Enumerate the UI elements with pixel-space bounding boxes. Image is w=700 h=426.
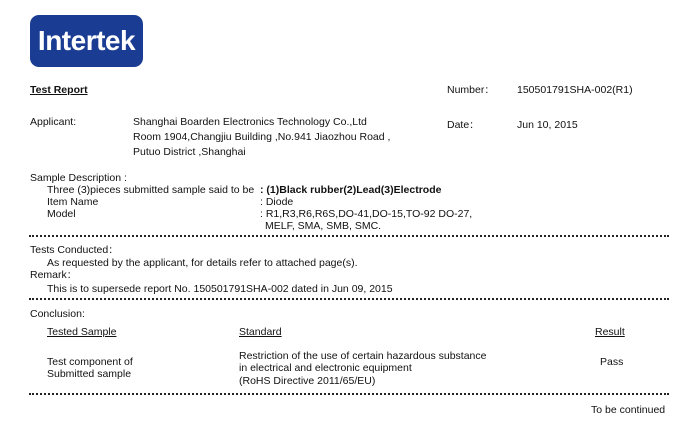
number-label: Number： — [447, 84, 495, 96]
conclusion-heading: Conclusion: — [30, 308, 85, 320]
submitted-value: : (1)Black rubber(2)Lead(3)Electrode — [260, 184, 442, 196]
intertek-logo — [30, 15, 143, 67]
tested-sample-line-2: Submitted sample — [47, 368, 132, 380]
tested-sample-line-1: Test component of — [47, 356, 133, 368]
standard-line-2: in electrical and electronic equipment — [239, 362, 412, 374]
applicant-line-1: Shanghai Boarden Electronics Technology Co.,Ltd — [133, 116, 367, 128]
model-value-line-1: : R1,R3,R6,R6S,DO-41,DO-15,TO-92 DO-27, — [260, 208, 473, 220]
result-value: Pass — [600, 356, 624, 368]
tests-text: As requested by the applicant, for details refer to attached page(s). — [47, 257, 358, 269]
col-tested-sample: Tested Sample — [47, 326, 117, 338]
sample-heading: Sample Description : — [30, 172, 127, 184]
applicant-line-3: Putuo District ,Shanghai — [133, 146, 246, 158]
to-be-continued: To be continued — [591, 404, 666, 416]
applicant-line-2: Room 1904,Changjiu Building ,No.941 Jiaozhou Road , — [133, 131, 391, 143]
standard-line-1: Restriction of the use of certain hazardous substance — [239, 350, 487, 362]
applicant-label: Applicant: — [30, 116, 77, 128]
number-value: 150501791SHA-002(R1) — [517, 84, 633, 96]
remark-label: Remark： — [30, 269, 78, 281]
col-standard: Standard — [239, 326, 282, 338]
remark-text: This is to supersede report No. 150501791SHA-002 dated in Jun 09, 2015 — [47, 283, 393, 295]
standard-line-3: (RoHS Directive 2011/65/EU) — [239, 375, 376, 387]
model-label: Model — [47, 208, 76, 220]
item-name-label: Item Name — [47, 196, 99, 208]
tests-heading: Tests Conducted： — [30, 244, 119, 256]
date-value: Jun 10, 2015 — [517, 119, 578, 131]
model-value-line-2: MELF, SMA, SMB, SMC. — [265, 220, 382, 232]
report-title: Test Report — [30, 84, 88, 96]
dotted-separator — [29, 393, 669, 395]
logo-text: Intertek — [37, 25, 136, 56]
submitted-label: Three (3)pieces submitted sample said to be — [47, 184, 255, 196]
dotted-separator — [29, 235, 669, 237]
date-label: Date： — [447, 119, 480, 131]
dotted-separator — [29, 298, 669, 300]
item-name-value: : Diode — [260, 196, 294, 208]
col-result: Result — [595, 326, 625, 338]
